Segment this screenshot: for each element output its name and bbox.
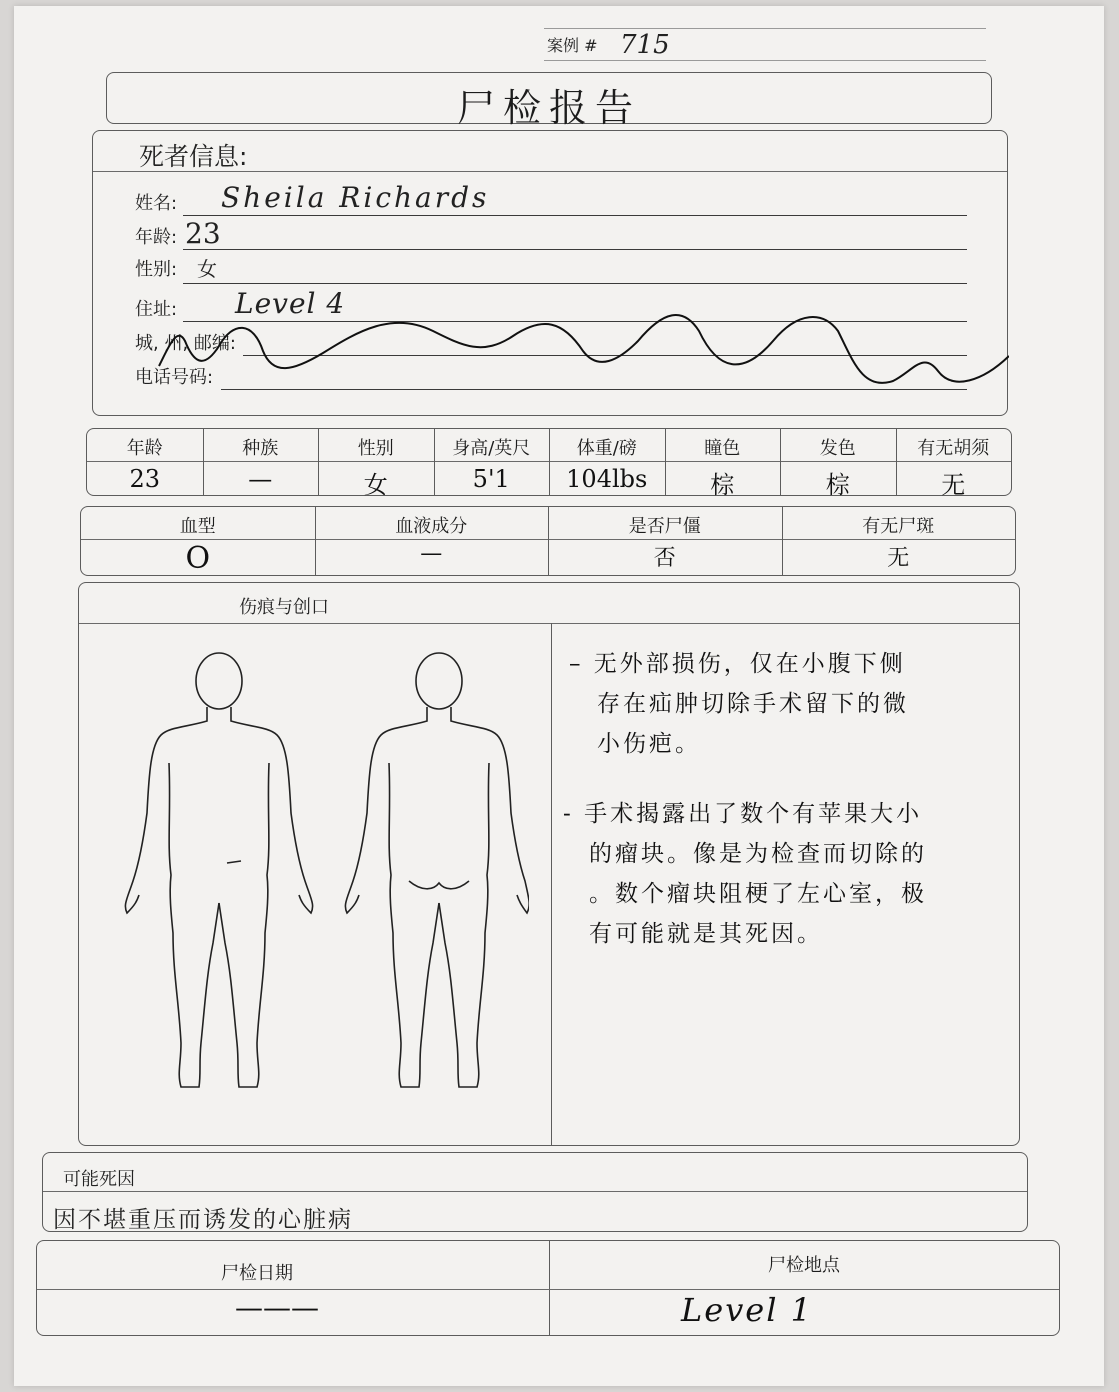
wound-note-line: 的瘤块。像是为检查而切除的 <box>589 841 927 867</box>
autopsy-report-page <box>14 6 1104 1386</box>
wounds-column-divider <box>551 623 552 1145</box>
wounds-divider <box>79 623 1019 624</box>
blood-table <box>80 506 1016 576</box>
address-value: Level 4 <box>235 287 346 320</box>
stats-header: 性别 <box>357 438 394 459</box>
stats-header: 种族 <box>242 438 279 459</box>
stats-header: 有无胡须 <box>917 438 990 459</box>
address-label: 住址: <box>135 299 178 320</box>
wound-note-line: – 无外部损伤，仅在小腹下侧 <box>569 651 906 677</box>
wounds-heading: 伤痕与创口 <box>239 597 329 618</box>
autopsy-location-value: Level 1 <box>681 1291 813 1329</box>
scribble-strikethrough <box>93 131 1009 417</box>
cause-of-death-box <box>42 1152 1028 1232</box>
wounds-section <box>78 582 1020 1146</box>
sex-label: 性别: <box>135 259 178 280</box>
blood-header: 有无尸斑 <box>862 516 935 537</box>
body-diagram <box>109 643 529 1123</box>
wound-note-line: 有可能就是其死因。 <box>589 921 823 947</box>
stats-header: 瞳色 <box>704 438 741 459</box>
wound-note-line: 小伤疤。 <box>597 731 701 757</box>
stats-header: 体重/磅 <box>576 438 637 459</box>
stats-value: 棕 <box>825 471 850 499</box>
name-label: 姓名: <box>135 193 178 214</box>
blood-value: 无 <box>887 546 910 571</box>
case-number: 715 <box>620 30 670 60</box>
cause-label: 可能死因 <box>63 1169 135 1190</box>
name-value: Sheila Richards <box>221 181 490 214</box>
stats-value: 23 <box>129 465 161 493</box>
stats-table <box>86 428 1012 499</box>
blood-value: — <box>420 541 443 566</box>
stats-value: 棕 <box>710 471 735 499</box>
wound-note-line: - 手术揭露出了数个有苹果大小 <box>563 801 923 827</box>
age-label: 年龄: <box>135 227 178 248</box>
autopsy-date-value: ——— <box>235 1291 319 1324</box>
stats-value: 5'1 <box>472 465 510 493</box>
blood-header: 血液成分 <box>395 516 468 537</box>
blood-header: 是否尸僵 <box>628 516 701 537</box>
deceased-heading: 死者信息: <box>139 142 248 171</box>
stats-value: — <box>248 465 273 493</box>
phone-label: 电话号码: <box>135 367 214 388</box>
blood-value: O <box>185 541 211 576</box>
blood-value: 否 <box>653 546 676 571</box>
autopsy-divider <box>37 1289 1059 1290</box>
sex-value: 女 <box>197 257 217 281</box>
autopsy-date-label: 尸检日期 <box>221 1263 293 1284</box>
stats-value: 女 <box>363 471 388 499</box>
deceased-info-box <box>92 130 1008 416</box>
title-box <box>106 72 992 130</box>
cause-divider <box>43 1191 1027 1192</box>
blood-header: 血型 <box>179 516 216 537</box>
stats-header: 年龄 <box>126 438 163 459</box>
wound-note-line: 存在疝肿切除手术留下的微 <box>597 691 909 717</box>
age-value: 23 <box>185 217 221 250</box>
cause-value: 因不堪重压而诱发的心脏病 <box>53 1207 353 1233</box>
stats-header: 发色 <box>819 438 856 459</box>
body-front-icon <box>125 653 312 1087</box>
page-title: 尸检报告 <box>456 86 641 130</box>
stats-value: 无 <box>941 471 966 499</box>
stats-header: 身高/英尺 <box>452 438 531 459</box>
case-label: 案例 # <box>547 36 598 55</box>
autopsy-details-box <box>36 1240 1060 1336</box>
case-underline <box>544 60 986 61</box>
stats-value: 104lbs <box>566 465 648 493</box>
case-top-line <box>544 28 986 29</box>
body-back-icon <box>345 653 529 1087</box>
autopsy-location-label: 尸检地点 <box>768 1255 840 1276</box>
city-state-zip-label: 城, 州, 邮编: <box>135 333 236 354</box>
wound-note-line: 。数个瘤块阻梗了左心室，极 <box>589 881 927 907</box>
